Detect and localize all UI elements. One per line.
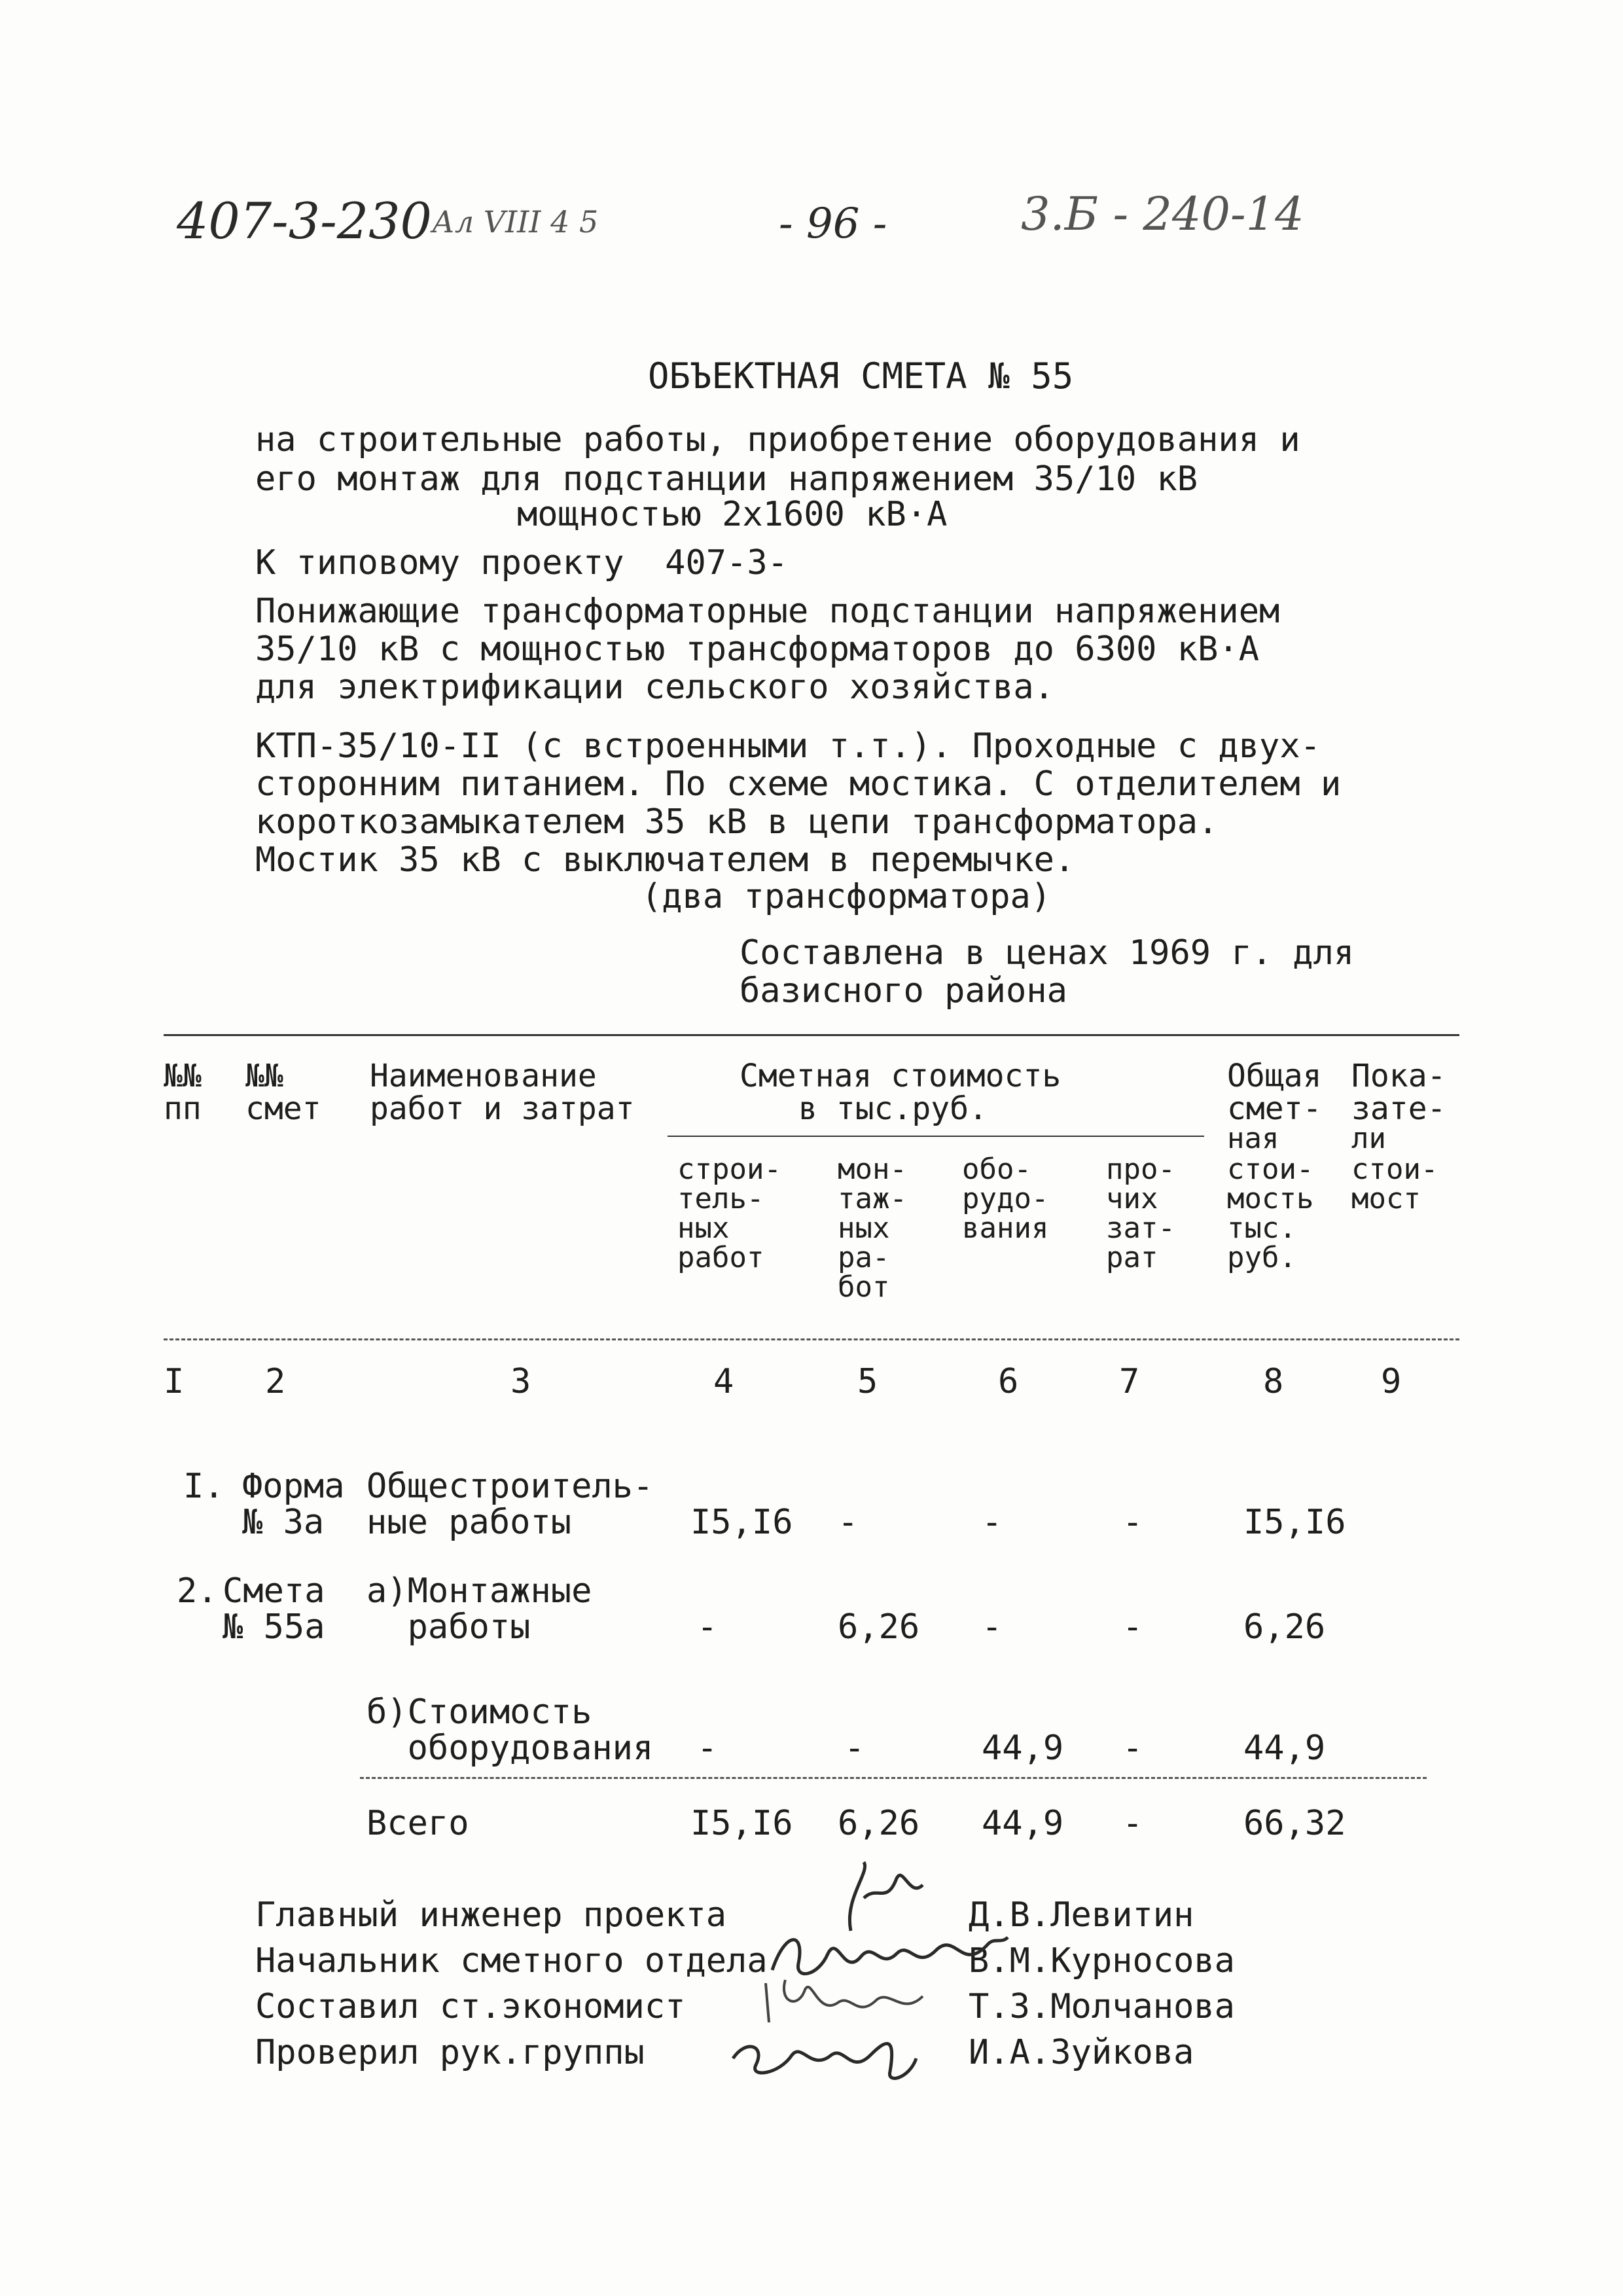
signature-role-3: Составил ст.экономист [255, 1987, 686, 2026]
header-col9-l1: Пока- [1351, 1058, 1446, 1094]
project-reference: К типовому проекту 407-3- [255, 543, 788, 583]
total-construction: I5,I6 [690, 1804, 793, 1843]
header-bottom-rule [164, 1338, 1459, 1340]
header-col5-l3: ных [838, 1211, 890, 1245]
col-number-1: I [164, 1362, 185, 1401]
signature-name-1: Д.В.Левитин [969, 1895, 1194, 1935]
handwritten-signature-4 [720, 2019, 929, 2091]
document-title: ОБЪЕКТНАЯ СМЕТА № 55 [648, 355, 1074, 397]
header-col8-l7: руб. [1227, 1241, 1296, 1274]
col-number-4: 4 [713, 1362, 734, 1401]
row2-other: - [1122, 1607, 1143, 1647]
total-installation: 6,26 [838, 1804, 920, 1843]
description-1-line-1: Понижающие трансформаторные подстанции напряжением [255, 592, 1280, 631]
group-header-rule [668, 1136, 1204, 1137]
col-number-5: 5 [857, 1362, 878, 1401]
header-group-line2: в тыс.руб. [798, 1090, 988, 1127]
header-col8-l6: тыс. [1227, 1211, 1296, 1245]
row3-equipment: 44,9 [982, 1729, 1064, 1768]
row3-installation: - [844, 1729, 865, 1768]
header-col3-line1: Наименование [370, 1058, 597, 1094]
description-2-line-1: КТП-35/10-II (с встроенными т.т.). Проходные с двух- [255, 726, 1321, 766]
row1-construction: I5,I6 [690, 1503, 793, 1542]
row3-total: 44,9 [1243, 1729, 1326, 1768]
header-col5-l5: бот [838, 1270, 890, 1304]
subtitle-line-2: его монтаж для подстанции напряжением 35/10 кВ [255, 459, 1198, 499]
row1-equipment: - [982, 1503, 1003, 1542]
header-col2-line1: №№ [245, 1058, 283, 1094]
signature-role-1: Главный инженер проекта [255, 1895, 727, 1935]
signature-role-4: Проверил рук.группы [255, 2033, 645, 2072]
stamp-project-number: 407-3-230 [177, 192, 432, 250]
row1-installation: - [838, 1503, 859, 1542]
signature-name-4: И.А.Зуйкова [969, 2033, 1194, 2072]
header-col1-line1: №№ [164, 1058, 202, 1094]
header-col5-l4: ра- [838, 1241, 890, 1274]
total-label: Всего [366, 1804, 469, 1843]
row3-other: - [1122, 1729, 1143, 1768]
col-number-8: 8 [1263, 1362, 1284, 1401]
total-sum: 66,32 [1243, 1804, 1346, 1843]
header-col9-l5: мост [1351, 1182, 1421, 1215]
row1-number: I. [183, 1467, 224, 1506]
header-col8-l4: стои- [1227, 1153, 1314, 1186]
row2-smeta-1: Смета [223, 1571, 325, 1611]
header-col5-l1: мон- [838, 1153, 907, 1186]
header-col5-l2: таж- [838, 1182, 907, 1215]
header-col8-l2: смет- [1227, 1090, 1322, 1127]
header-col4-l3: ных [677, 1211, 730, 1245]
row1-total: I5,I6 [1243, 1503, 1346, 1542]
row3-name-1: б)Стоимость [366, 1693, 592, 1732]
col-number-6: 6 [998, 1362, 1019, 1401]
header-col6-l1: обо- [962, 1153, 1031, 1186]
header-col8-l3: ная [1227, 1122, 1279, 1155]
prices-note-line-1: Составлена в ценах 1969 г. для [740, 933, 1355, 973]
header-col9-l3: ли [1351, 1122, 1386, 1155]
header-col7-l2: чих [1106, 1182, 1158, 1215]
row1-name-2: ные работы [366, 1503, 572, 1542]
page-number: - 96 - [779, 200, 887, 248]
header-col6-l3: вания [962, 1211, 1049, 1245]
header-group-line1: Сметная стоимость [740, 1058, 1061, 1094]
stamp-album-ref: Ал VIII 4 5 [432, 204, 599, 240]
row1-other: - [1122, 1503, 1143, 1542]
description-2-line-2: сторонним питанием. По схеме мостика. С отделителем и [255, 764, 1342, 804]
description-2-line-4: Мостик 35 кВ с выключателем в перемычке. [255, 840, 1075, 880]
description-2-line-3: короткозамыкателем 35 кВ в цепи трансформатора. [255, 802, 1219, 842]
total-equipment: 44,9 [982, 1804, 1064, 1843]
signature-name-2: В.М.Курносова [969, 1941, 1235, 1981]
total-other: - [1122, 1804, 1143, 1843]
row2-number: 2. [177, 1571, 218, 1611]
col-number-2: 2 [265, 1362, 286, 1401]
row2-equipment: - [982, 1607, 1003, 1647]
signature-name-3: Т.З.Молчанова [969, 1987, 1235, 2026]
total-rule [360, 1777, 1427, 1779]
header-col4-l2: тель- [677, 1182, 764, 1215]
col-number-9: 9 [1381, 1362, 1402, 1401]
header-col8-l5: мость [1227, 1182, 1314, 1215]
row2-smeta-2: № 55а [223, 1607, 325, 1647]
description-2-line-5: (два трансформатора) [641, 877, 1052, 916]
row2-construction: - [697, 1607, 718, 1647]
subtitle-line-1: на строительные работы, приобретение оборудования и [255, 420, 1300, 459]
stamp-archive-number: 3.Б - 240-14 [1021, 187, 1304, 241]
header-col2-line2: смет [245, 1090, 321, 1127]
row1-smeta-2: № 3а [242, 1503, 325, 1542]
header-col7-l4: рат [1106, 1241, 1158, 1274]
row2-name-2: работы [366, 1607, 531, 1647]
header-col7-l1: про- [1106, 1153, 1175, 1186]
col-number-7: 7 [1119, 1362, 1140, 1401]
signature-role-2: Начальник сметного отдела [255, 1941, 768, 1981]
row2-installation: 6,26 [838, 1607, 920, 1647]
subtitle-line-3: мощностью 2х1600 кВ·А [517, 495, 948, 534]
header-col9-l4: стои- [1351, 1153, 1438, 1186]
row1-name-1: Общестроитель- [366, 1467, 654, 1506]
row2-total: 6,26 [1243, 1607, 1326, 1647]
header-col1-line2: пп [164, 1090, 202, 1127]
row3-construction: - [697, 1729, 718, 1768]
header-col6-l2: рудо- [962, 1182, 1049, 1215]
header-col7-l3: зат- [1106, 1211, 1175, 1245]
header-col8-l1: Общая [1227, 1058, 1322, 1094]
header-col4-l4: работ [677, 1241, 764, 1274]
header-col3-line2: работ и затрат [370, 1090, 635, 1127]
row3-name-2: оборудования [366, 1729, 654, 1768]
header-col4-l1: строи- [677, 1153, 781, 1186]
description-1-line-2: 35/10 кВ с мощностью трансформаторов до 6300 кВ·А [255, 630, 1260, 669]
prices-note-line-2: базисного района [740, 971, 1067, 1011]
row1-smeta-1: Форма [242, 1467, 345, 1506]
col-number-3: 3 [510, 1362, 531, 1401]
header-col9-l2: зате- [1351, 1090, 1446, 1127]
row2-name-1: а)Монтажные [366, 1571, 592, 1611]
table-top-rule [164, 1034, 1459, 1036]
description-1-line-3: для электрификации сельского хозяйства. [255, 668, 1054, 707]
